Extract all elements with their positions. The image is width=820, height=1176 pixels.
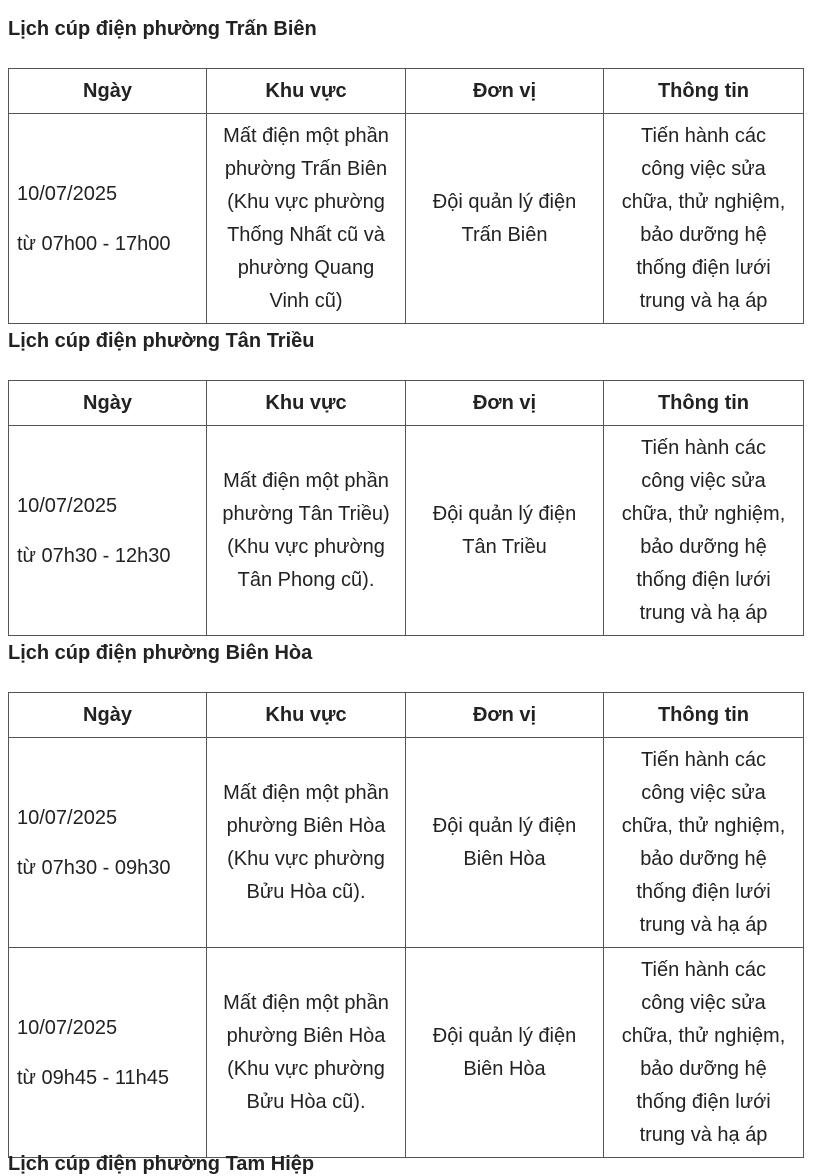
unit-line: Trấn Biên <box>461 223 548 246</box>
info-line: thống điện lưới <box>636 1090 771 1113</box>
info-cell <box>604 426 804 636</box>
date-cell <box>9 948 207 1158</box>
area-cell <box>207 948 406 1158</box>
area-line: phường Trấn Biên <box>224 157 388 180</box>
header-area: Khu vực <box>207 381 406 426</box>
header-unit: Đơn vị <box>406 693 604 738</box>
header-date: Ngày <box>9 69 207 114</box>
area-line: Bửu Hòa cũ). <box>246 880 366 903</box>
date-value: 10/07/2025 <box>17 1016 118 1039</box>
info-line: thống điện lưới <box>636 256 771 279</box>
area-line: (Khu vực phường <box>227 1057 385 1080</box>
info-line: thống điện lưới <box>636 568 771 591</box>
table-row <box>9 426 804 636</box>
table-row <box>9 114 804 324</box>
info-line: chữa, thử nghiệm, <box>621 814 786 837</box>
schedule-table-tran-bien <box>8 68 804 324</box>
area-line: Mất điện một phần <box>223 781 389 804</box>
table-row <box>9 738 804 948</box>
unit-line: Đội quản lý điện <box>432 502 577 525</box>
unit-line: Đội quản lý điện <box>432 1024 577 1047</box>
info-line: chữa, thử nghiệm, <box>621 190 786 213</box>
area-line: Vinh cũ) <box>269 289 343 312</box>
info-line: công việc sửa <box>641 781 766 804</box>
info-line: công việc sửa <box>641 157 766 180</box>
section-title-tran-bien: Lịch cúp điện phường Trấn Biên <box>8 18 317 40</box>
info-line: chữa, thử nghiệm, <box>621 1024 786 1047</box>
info-line: bảo dưỡng hệ <box>640 1057 767 1080</box>
info-line: bảo dưỡng hệ <box>640 223 767 246</box>
area-line: Thống Nhất cũ và <box>227 223 385 246</box>
table-header-row <box>9 381 804 426</box>
header-date: Ngày <box>9 381 207 426</box>
area-cell <box>207 426 406 636</box>
area-line: (Khu vực phường <box>227 190 385 213</box>
date-value: 10/07/2025 <box>17 806 118 829</box>
area-line: Mất điện một phần <box>223 469 389 492</box>
unit-cell <box>406 738 604 948</box>
info-cell <box>604 114 804 324</box>
header-info: Thông tin <box>604 693 804 738</box>
info-line: Tiến hành các <box>641 958 766 981</box>
info-line: Tiến hành các <box>641 436 766 459</box>
unit-cell <box>406 426 604 636</box>
area-line: phường Quang <box>237 256 375 279</box>
info-line: bảo dưỡng hệ <box>640 535 767 558</box>
unit-line: Biên Hòa <box>463 1057 546 1080</box>
area-line: Bửu Hòa cũ). <box>246 1090 366 1113</box>
area-cell <box>207 738 406 948</box>
info-line: Tiến hành các <box>641 124 766 147</box>
unit-cell <box>406 948 604 1158</box>
date-cell <box>9 738 207 948</box>
date-cell <box>9 114 207 324</box>
info-line: công việc sửa <box>641 469 766 492</box>
area-line: phường Biên Hòa <box>226 814 386 837</box>
date-value: 10/07/2025 <box>17 494 118 517</box>
date-cell <box>9 426 207 636</box>
header-area: Khu vực <box>207 693 406 738</box>
unit-cell <box>406 114 604 324</box>
schedule-table-bien-hoa <box>8 692 804 1158</box>
header-unit: Đơn vị <box>406 69 604 114</box>
section-title-bien-hoa: Lịch cúp điện phường Biên Hòa <box>8 642 313 664</box>
info-line: bảo dưỡng hệ <box>640 847 767 870</box>
area-line: Mất điện một phần <box>223 124 389 147</box>
area-line: (Khu vực phường <box>227 847 385 870</box>
time-value: từ 07h00 - 17h00 <box>17 232 171 255</box>
area-line: (Khu vực phường <box>227 535 385 558</box>
info-line: trung và hạ áp <box>639 913 768 936</box>
table-row <box>9 948 804 1158</box>
unit-line: Tân Triều <box>462 535 547 558</box>
time-value: từ 07h30 - 12h30 <box>17 544 171 567</box>
info-line: thống điện lưới <box>636 880 771 903</box>
time-value: từ 09h45 - 11h45 <box>17 1066 170 1089</box>
header-unit: Đơn vị <box>406 381 604 426</box>
unit-line: Đội quản lý điện <box>432 814 577 837</box>
info-cell <box>604 738 804 948</box>
info-line: công việc sửa <box>641 991 766 1014</box>
area-line: phường Biên Hòa <box>226 1024 386 1047</box>
section-title-tan-trieu: Lịch cúp điện phường Tân Triều <box>8 330 315 352</box>
time-value: từ 07h30 - 09h30 <box>17 856 171 879</box>
area-line: Mất điện một phần <box>223 991 389 1014</box>
schedule-table-tan-trieu <box>8 380 804 636</box>
info-line: chữa, thử nghiệm, <box>621 502 786 525</box>
header-area: Khu vực <box>207 69 406 114</box>
date-value: 10/07/2025 <box>17 182 118 205</box>
section-title-tam-hiep: Lịch cúp điện phường Tam Hiệp <box>8 1153 315 1175</box>
info-line: Tiến hành các <box>641 748 766 771</box>
header-info: Thông tin <box>604 381 804 426</box>
unit-line: Đội quản lý điện <box>432 190 577 213</box>
info-line: trung và hạ áp <box>639 289 768 312</box>
table-header-row <box>9 693 804 738</box>
area-line: Tân Phong cũ). <box>237 568 375 591</box>
header-date: Ngày <box>9 693 207 738</box>
table-header-row <box>9 69 804 114</box>
info-line: trung và hạ áp <box>639 601 768 624</box>
area-line: phường Tân Triều) <box>222 502 390 525</box>
area-cell <box>207 114 406 324</box>
header-info: Thông tin <box>604 69 804 114</box>
unit-line: Biên Hòa <box>463 847 546 870</box>
info-cell <box>604 948 804 1158</box>
info-line: trung và hạ áp <box>639 1123 768 1146</box>
